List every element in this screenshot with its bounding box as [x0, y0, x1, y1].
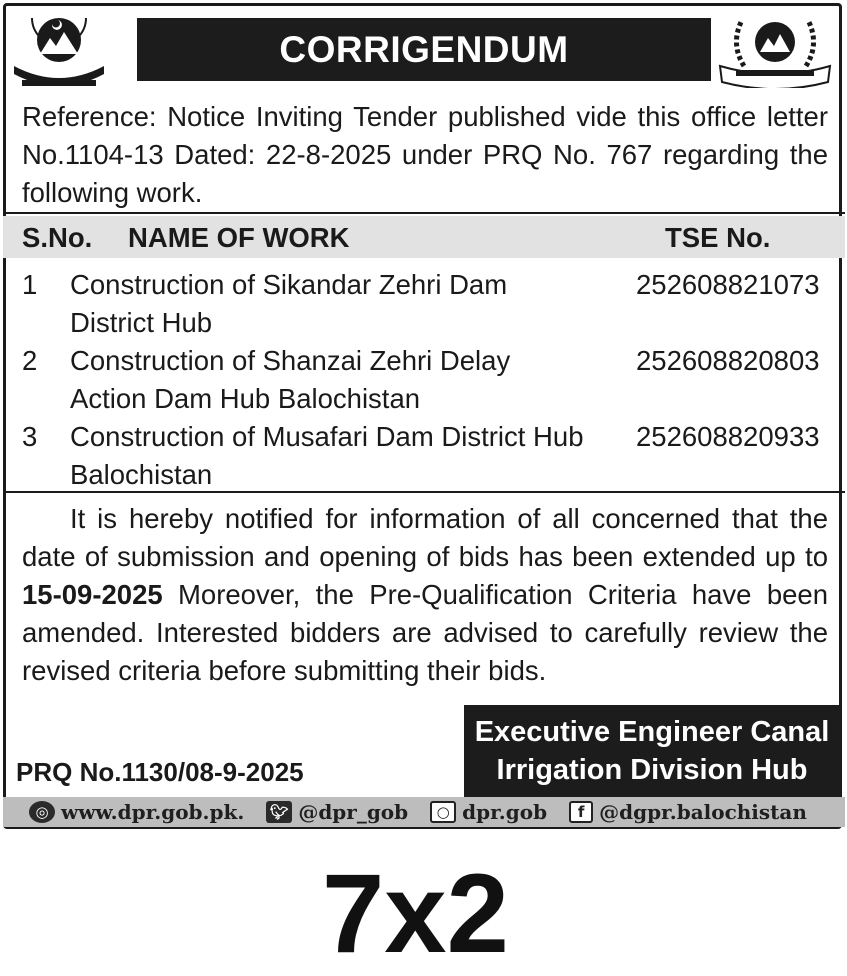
ad-size-label: 7x2 — [322, 851, 509, 976]
column-header-sno: S.No. — [22, 222, 93, 253]
footer-twitter[interactable] — [266, 800, 408, 824]
title-bar — [137, 18, 711, 81]
extended-date: 15-09-2025 — [22, 579, 163, 610]
facebook-icon: f — [569, 801, 593, 823]
page-title: CORRIGENDUM — [279, 28, 569, 70]
table-row — [0, 418, 847, 494]
prq-number: PRQ No.1130/08-9-2025 — [16, 757, 304, 787]
signatory-division: Irrigation Division Hub — [496, 754, 808, 786]
reference-paragraph: Reference: Notice Inviting Tender published vide this office letter No.1104-13 Dated: 22-8-2025 under PRQ No. 767 regarding the following work. — [22, 101, 828, 208]
row-work-name: Construction of Sikandar Zehri Dam District Hub — [70, 269, 508, 338]
dgpr-emblem-logo — [716, 8, 834, 88]
signatory-title: Executive Engineer Canal — [474, 716, 830, 748]
globe-icon: ◎ — [29, 801, 55, 823]
row-sno: 3 — [22, 421, 38, 452]
notice-text-start: It is hereby notified for information of all concerned that the date of submission and opening of bids has been extended up to — [22, 503, 828, 572]
table-row — [0, 266, 847, 342]
signature-block — [464, 705, 840, 797]
work-table-body — [0, 266, 847, 494]
notice-text-end: Moreover, the Pre-Qualification Criteria have been amended. Interested bidders are advised to carefully review the revised criteria before submitting their bids. — [22, 579, 828, 686]
footer-bar — [3, 797, 845, 827]
instagram-icon: ○ — [430, 801, 456, 823]
row-tse-number: 252608820933 — [636, 421, 820, 452]
website-link[interactable]: www.dpr.gob.pk. — [61, 800, 245, 824]
row-tse-number: 252608821073 — [636, 269, 820, 300]
row-sno: 2 — [22, 345, 38, 376]
table-row — [0, 342, 847, 418]
row-work-name: Construction of Shanzai Zehri Delay Action Dam Hub Balochistan — [70, 345, 511, 414]
notice-paragraph — [22, 500, 828, 690]
table-header — [3, 216, 845, 258]
balochistan-emblem-logo — [12, 10, 106, 90]
row-sno: 1 — [22, 269, 38, 300]
column-header-tse: TSE No. — [665, 222, 771, 253]
row-tse-number: 252608820803 — [636, 345, 820, 376]
footer-website[interactable] — [29, 800, 244, 824]
twitter-icon: 🐦︎ — [266, 801, 292, 823]
twitter-handle[interactable]: @dpr_gob — [298, 800, 409, 824]
footer-facebook[interactable] — [569, 800, 807, 824]
divider — [3, 491, 845, 493]
divider — [3, 212, 845, 214]
column-header-work: NAME OF WORK — [128, 222, 350, 253]
row-work-name: Construction of Musafari Dam District Hub Balochistan — [70, 421, 584, 490]
facebook-handle[interactable]: @dgpr.balochistan — [599, 800, 807, 824]
instagram-handle[interactable]: dpr.gob — [462, 800, 548, 824]
footer-instagram[interactable] — [430, 800, 547, 824]
